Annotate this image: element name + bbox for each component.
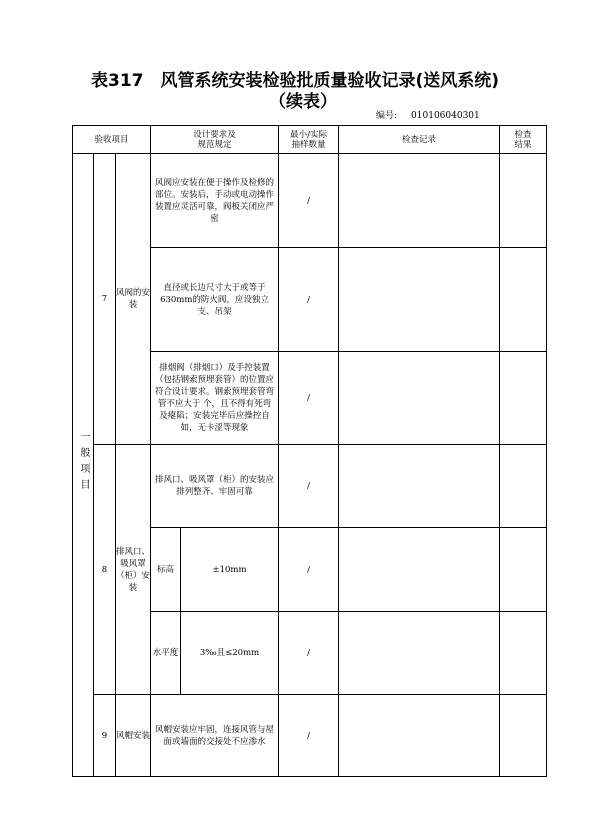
sample-slash: / [279,695,339,777]
header-record: 检查记录 [339,126,500,154]
result-cell[interactable] [500,528,547,612]
result-cell[interactable] [500,612,547,695]
result-cell[interactable] [500,445,547,528]
code-value: 010106040301 [411,111,480,121]
header-requirement [151,126,279,154]
table-row [73,695,547,777]
requirement-text: 直径或长边尺寸大于或等于630mm的防火阀，应设独立支、吊架 [151,248,279,352]
header-result-line2: 结果 [514,139,532,150]
requirement-text: 风阀应安装在便于操作及检修的部位。安装后，手动或电动操作装置应灵活可靠，阀板关闭应严密 [151,154,279,248]
form-code [376,108,480,121]
requirement-text: 排烟阀（排烟口）及手控装置（包括钢索预埋套管）的位置应符合设计要求。钢索预埋套管弯管不应大于 个，且不得有死弯及瘪陷；安装完毕后应操控自如，无卡涩等现象 [151,352,279,445]
item-name: 风帽安装 [116,695,151,777]
inspection-table [72,125,547,777]
table-row [73,445,547,528]
sample-slash: / [279,352,339,445]
header-result [500,126,547,154]
code-label: 编号: [376,111,398,121]
form-subtitle: （续表） [269,92,337,112]
item-number: 7 [94,154,116,445]
result-cell[interactable] [500,154,547,248]
result-cell[interactable] [500,352,547,445]
sample-slash: / [279,154,339,248]
record-cell[interactable] [339,445,500,528]
sub-item-label: 标高 [151,528,181,612]
sub-item-label: 水平度 [151,612,181,695]
record-cell[interactable] [339,248,500,352]
sample-slash: / [279,612,339,695]
item-number: 9 [94,695,116,777]
record-cell[interactable] [339,528,500,612]
item-name: 风阀的安装 [116,154,151,445]
header-result-line1: 检查 [514,129,532,140]
header-row [73,126,547,154]
item-number: 8 [94,445,116,695]
sample-slash: / [279,445,339,528]
header-sample-line2: 抽样数量 [291,139,326,150]
table-row [73,154,547,248]
header-item: 验收项目 [73,126,151,154]
group-label: 一般项目 [73,154,94,777]
header-sample-line1: 最小/实际 [290,129,327,140]
requirement-text: 风帽安装应牢固，连接风管与屋面或墙面的交接处不应渗水 [151,695,279,777]
tolerance-value: 3‰且≤20mm [181,612,279,695]
item-name: 排风口、吸风罩（柜）安装 [116,445,151,695]
result-cell[interactable] [500,248,547,352]
tolerance-value: ±10mm [181,528,279,612]
requirement-text: 排风口、吸风罩（柜）的安装应排列整齐、牢固可靠 [151,445,279,528]
sample-slash: / [279,528,339,612]
record-cell[interactable] [339,154,500,248]
header-req-line1: 设计要求及 [193,129,236,140]
record-cell[interactable] [339,612,500,695]
sample-slash: / [279,248,339,352]
form-title: 表317 风管系统安装检验批质量验收记录(送风系统) [90,71,500,91]
record-cell[interactable] [339,352,500,445]
record-cell[interactable] [339,695,500,777]
header-req-line2: 规范规定 [197,139,232,150]
result-cell[interactable] [500,695,547,777]
header-sample [279,126,339,154]
